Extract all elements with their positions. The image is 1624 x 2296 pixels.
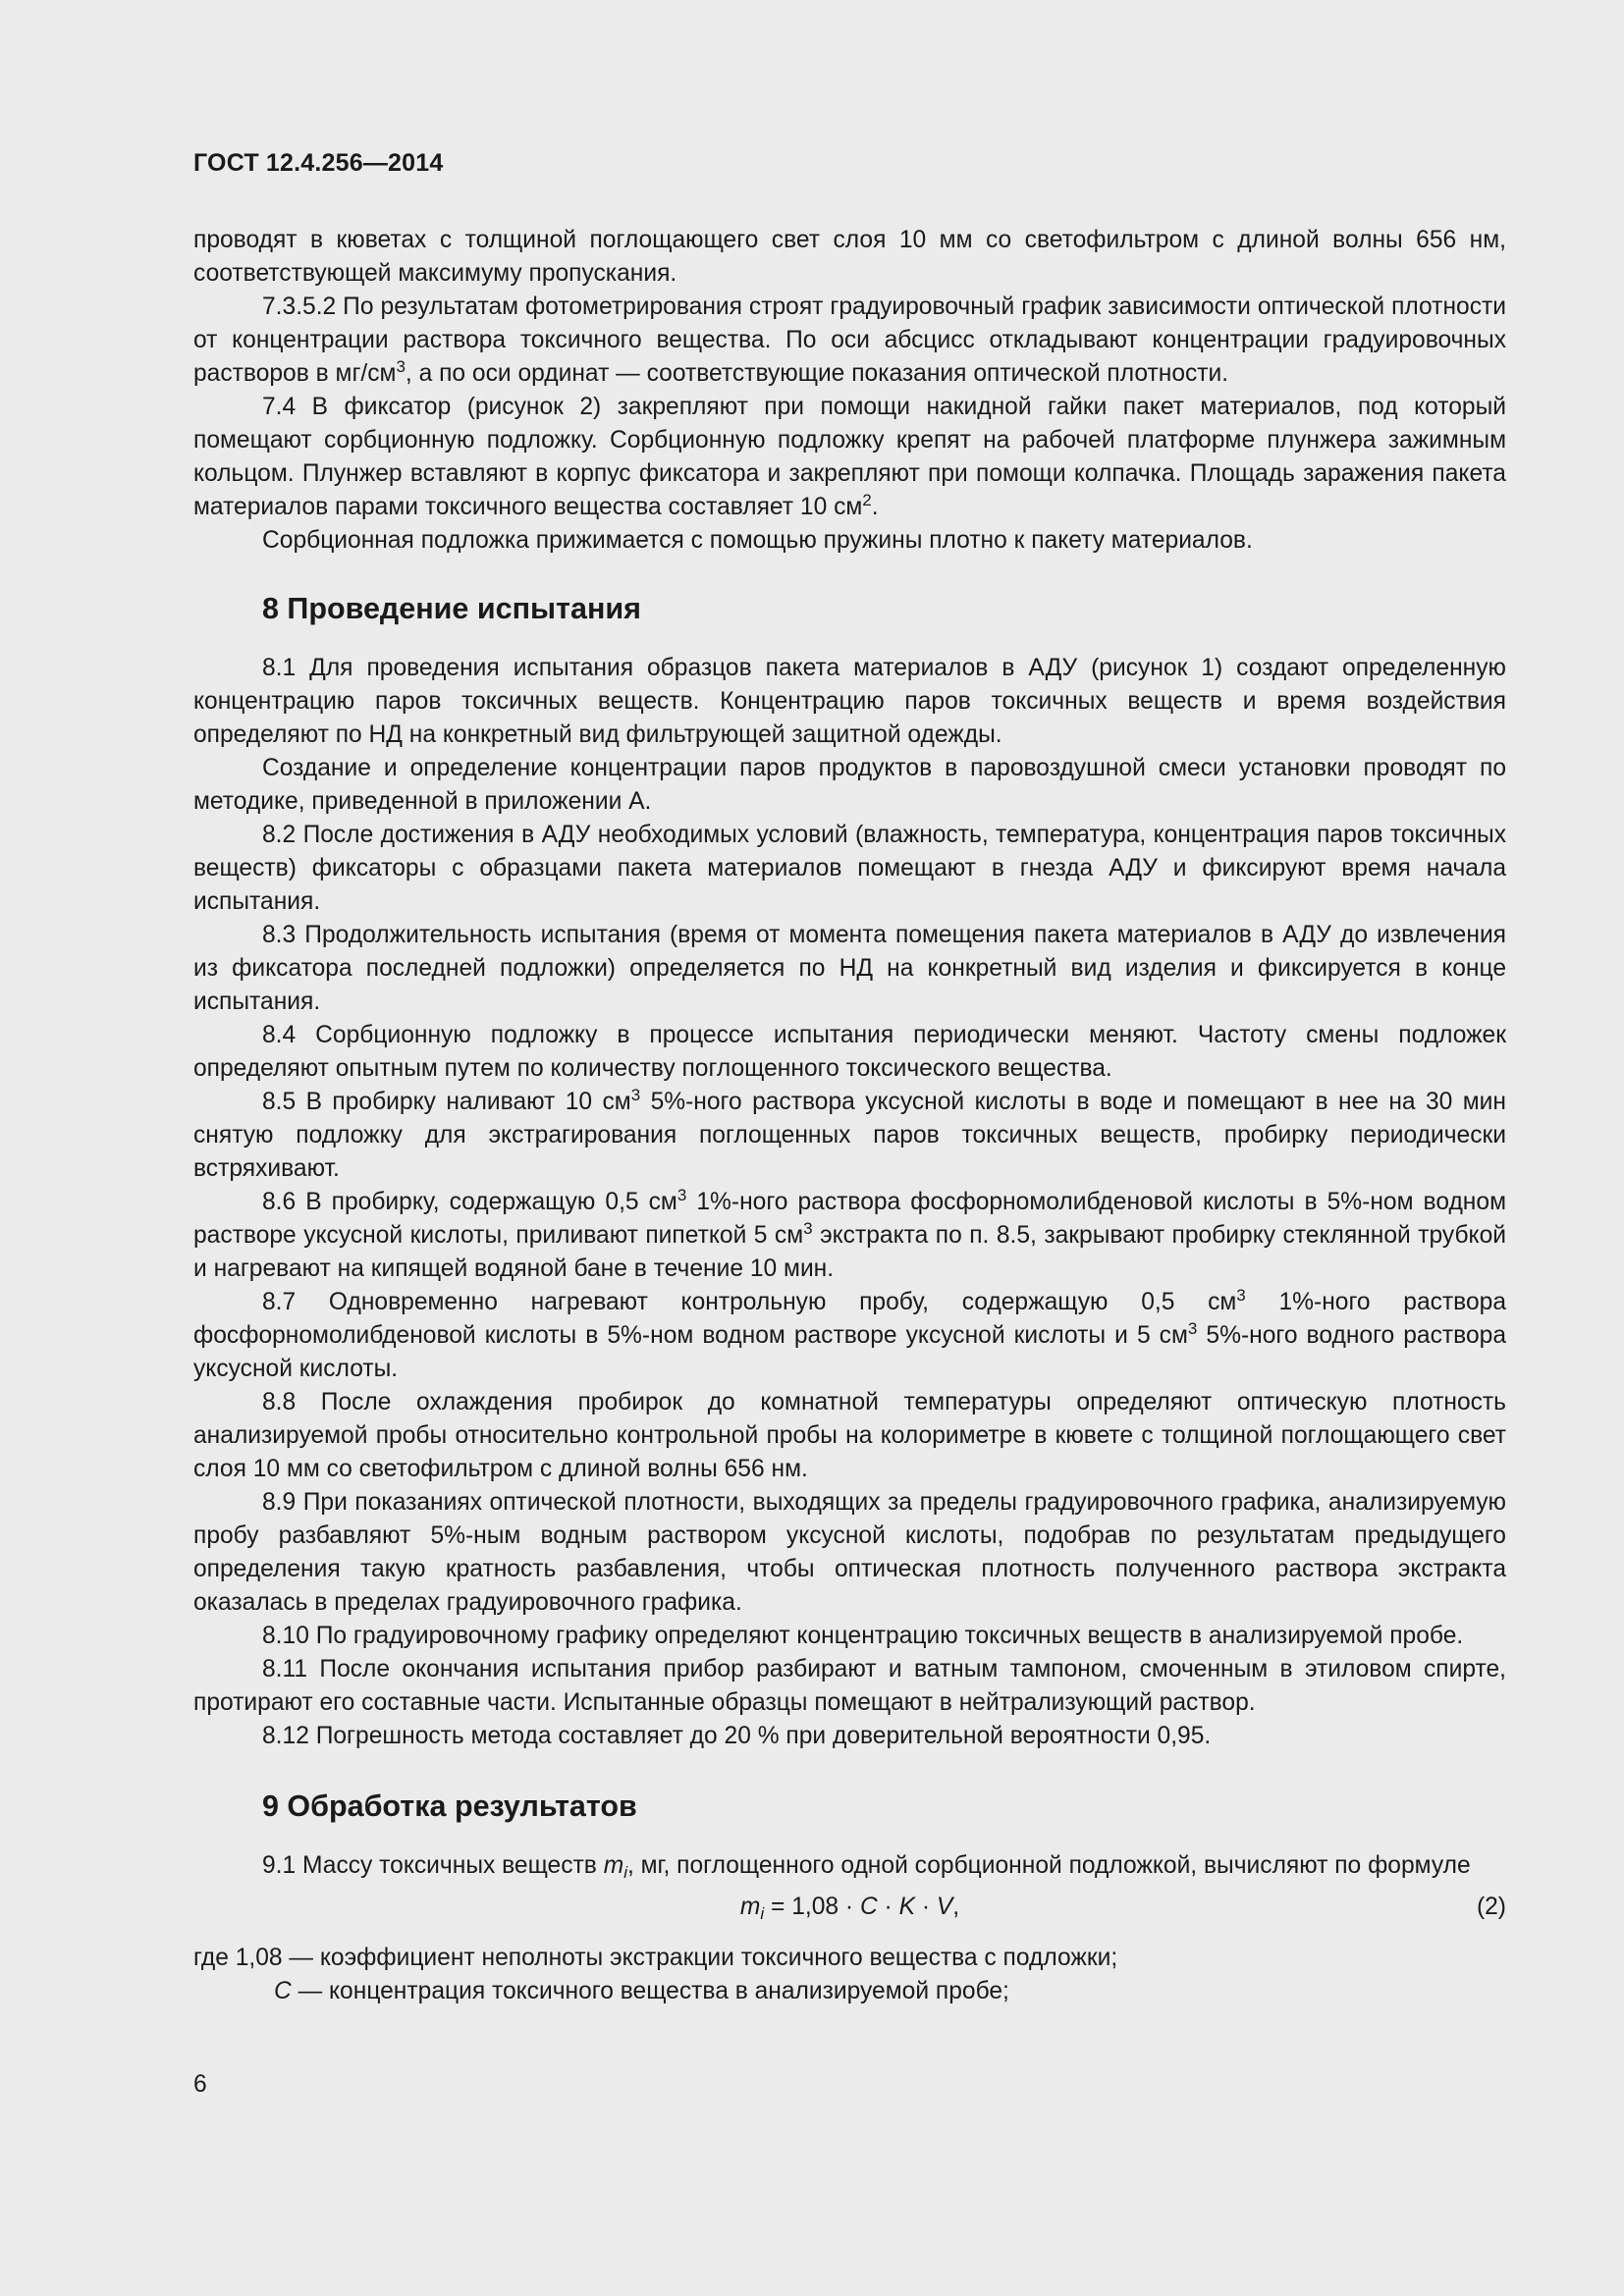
where-line-1: где 1,08 — коэффициент неполноты экстракции токсичного вещества с подложки;: [193, 1945, 1118, 1971]
superscript: 2: [862, 491, 872, 509]
superscript: 3: [630, 1086, 641, 1104]
paragraph-8-12: 8.12 Погрешность метода составляет до 20 % при доверительной вероятности 0,95.: [262, 1723, 1212, 1749]
paragraph-8-8: 8.8 После охлаждения пробирок до комнатной температуры определяют оптическую плотность анализируемой пробы относительно контрольной пробы на колориметре в кювете с толщиной поглощающего свет слоя 10 мм со светофильтром с длиной волны 656 нм.: [193, 1389, 1506, 1482]
formula-c: C: [859, 1894, 878, 1920]
superscript: 3: [1187, 1319, 1198, 1338]
superscript: 3: [1236, 1286, 1246, 1305]
text-run: — концентрация токсичного вещества в анализируемой пробе;: [291, 1978, 1009, 2004]
paragraph-8-4: 8.4 Сорбционную подложку в процессе испытания периодически меняют. Частоту смены подложек определяют опытным путем по количеству поглощенного токсического вещества.: [193, 1022, 1506, 1082]
text-run: , мг, поглощенного одной сорбционной подложкой, вычисляют по формуле: [626, 1852, 1471, 1879]
text-run: 5%-ного водного раствора уксусной кислоты.: [193, 1322, 1506, 1382]
text-run: 8.7 Одновременно нагревают контрольную пробу, содержащую 0,5 см: [262, 1289, 1237, 1315]
formula-number: (2): [1476, 1894, 1506, 1920]
section-9-heading: 9 Обработка результатов: [262, 1789, 637, 1823]
subscript-i: i: [623, 1863, 627, 1882]
paragraph-8-5: [193, 1086, 1506, 1186]
text-run: 8.6 В пробирку, содержащую 0,5 см: [262, 1189, 677, 1215]
paragraph-continuation: проводят в кюветах с толщиной поглощающего свет слоя 10 мм со светофильтром с длиной волны 656 нм, соответствующей максимуму пропускания.: [193, 227, 1506, 287]
formula-text: = 1,08 ·: [764, 1894, 860, 1920]
paragraph-8-10: 8.10 По градуировочному графику определяют концентрацию токсичных веществ в анализируемой пробе.: [262, 1623, 1464, 1649]
formula-k: K: [898, 1894, 915, 1920]
text-run: 1%-ного раствора фосфорномолибденовой кислоты в 5%-ном водном растворе уксусной кислоты и 5 см: [193, 1289, 1507, 1349]
paragraph-8-6: [193, 1186, 1506, 1286]
paragraph-7-4: [193, 391, 1506, 524]
paragraph-7-3-5-2: [193, 291, 1506, 391]
variable-m: m: [603, 1852, 624, 1879]
formula-m: m: [739, 1894, 761, 1920]
paragraph-7-4-continued: Сорбционная подложка прижимается с помощью пружины плотно к пакету материалов.: [262, 527, 1253, 554]
text-run: экстракта по п. 8.5, закрывают пробирку стеклянной трубкой и нагревают на кипящей водяной бане в течение 10 мин.: [193, 1222, 1506, 1282]
superscript: 3: [396, 357, 406, 376]
paragraph-9-1: [193, 1849, 1506, 1883]
formula-dot: ·: [914, 1894, 937, 1920]
text-run: , а по оси ординат — соответствующие показания оптической плотности.: [405, 360, 1229, 387]
paragraph-8-1-continued: Создание и определение концентрации паров продуктов в паровоздушной смеси установки проводят по методике, приведенной в приложении А.: [193, 755, 1506, 815]
paragraph-8-2: 8.2 После достижения в АДУ необходимых условий (влажность, температура, концентрация паров токсичных веществ) фиксаторы с образцами пакета материалов помещают в гнезда АДУ и фиксируют время начала испытания.: [193, 822, 1506, 915]
text-run: 8.5 В пробирку наливают 10 см: [262, 1089, 631, 1115]
paragraph-8-11: 8.11 После окончания испытания прибор разбирают и ватным тампоном, смоченным в этиловом спирте, протирают его составные части. Испытанные образцы помещают в нейтрализующий раствор.: [193, 1656, 1506, 1716]
formula-row: [193, 1891, 1506, 1924]
page-number: 6: [193, 2071, 207, 2098]
text-run: 1%-ного раствора фосфорномолибденовой кислоты в 5%-ном водном растворе уксусной кислоты, приливают пипеткой 5 см: [193, 1189, 1506, 1249]
formula-dot: ·: [877, 1894, 899, 1920]
document-body: [193, 224, 1506, 2008]
formula: [193, 1891, 1506, 1924]
where-line-2: [193, 1975, 1506, 2008]
standard-header: ГОСТ 12.4.256—2014: [193, 149, 444, 177]
text-run: 7.4 В фиксатор (рисунок 2) закрепляют при помощи накидной гайки пакет материалов, под который помещают сорбционную подложку. Сорбционную подложку крепят на рабочей платформе плунжера зажимным кольцом. Плунжер вставляют в корпус фиксатора и закрепляют при помощи колпачка. Площадь заражения пакета материалов парами токсичного вещества составляет 10 см: [193, 394, 1506, 520]
superscript: 3: [677, 1186, 687, 1204]
paragraph-8-9: 8.9 При показаниях оптической плотности, выходящих за пределы градуировочного графика, анализируемую пробу разбавляют 5%-ным водным раствором уксусной кислоты, подобрав по результатам предыдущего определения такую кратность разбавления, чтобы оптическая плотность полученного раствора экстракта оказалась в пределах градуировочного графика.: [193, 1489, 1506, 1616]
formula-subscript: i: [760, 1904, 765, 1923]
section-8-heading: 8 Проведение испытания: [262, 592, 641, 625]
paragraph-8-3: 8.3 Продолжительность испытания (время от момента помещения пакета материалов в АДУ до извлечения из фиксатора последней подложки) определяется по НД на конкретный вид изделия и фиксируется в конце испытания.: [193, 922, 1506, 1015]
text-run: .: [871, 494, 879, 520]
paragraph-8-1: 8.1 Для проведения испытания образцов пакета материалов в АДУ (рисунок 1) создают определенную концентрацию паров токсичных веществ. Концентрацию паров токсичных веществ и время воздействия определяют по НД на конкретный вид фильтрующей защитной одежды.: [193, 655, 1506, 748]
text-run: 7.3.5.2 По результатам фотометрирования строят градуировочный график зависимости оптической плотности от концентрации раствора токсичного вещества. По оси абсцисс откладывают концентрации градуировочных растворов в мг/см: [193, 294, 1506, 387]
formula-v: V: [936, 1894, 953, 1920]
formula-comma: ,: [952, 1894, 960, 1920]
text-run: 5%-ного раствора уксусной кислоты в воде и помещают в нее на 30 мин снятую подложку для экстрагирования поглощенных паров токсичных веществ, пробирку периодически встряхивают.: [193, 1089, 1506, 1182]
paragraph-8-7: [193, 1286, 1506, 1386]
variable-c: C: [274, 1978, 292, 2004]
text-run: 9.1 Массу токсичных веществ: [262, 1852, 604, 1879]
superscript: 3: [803, 1219, 813, 1238]
